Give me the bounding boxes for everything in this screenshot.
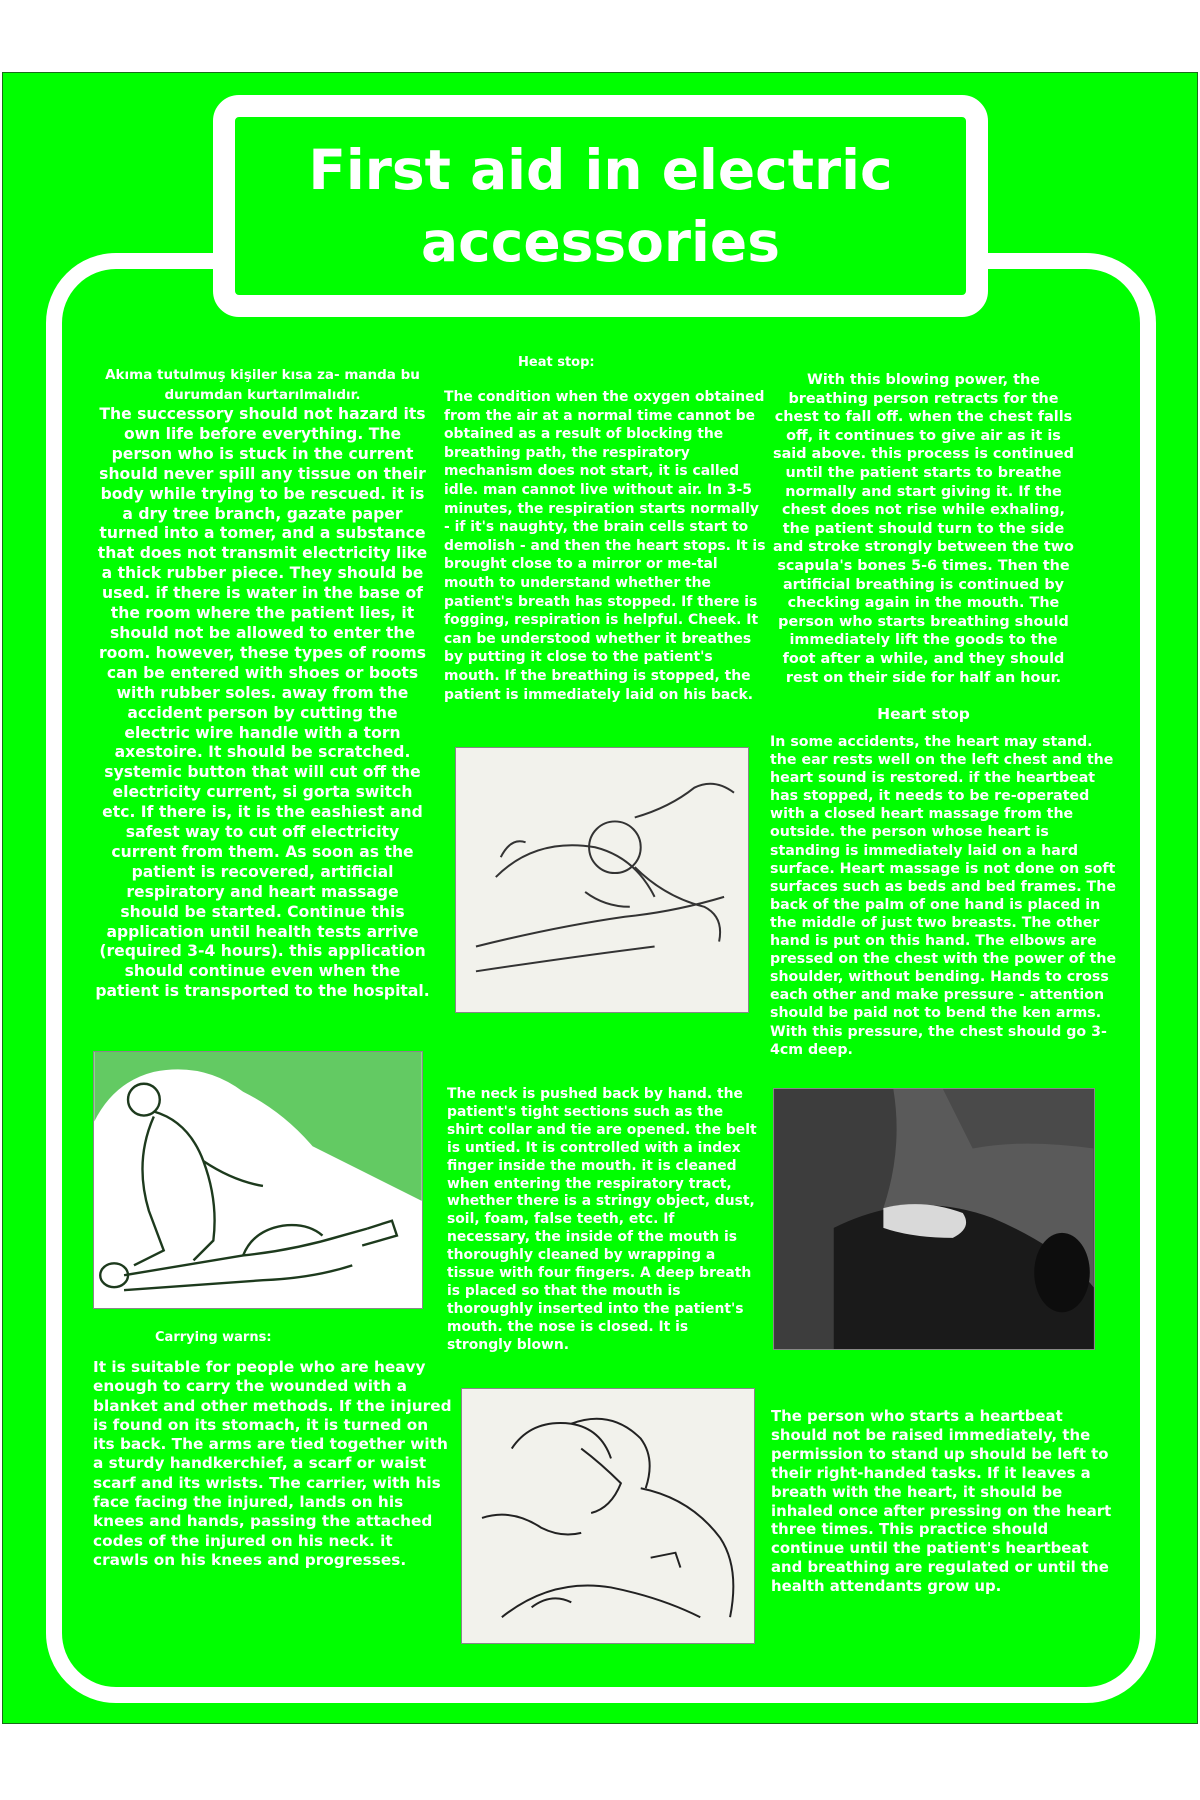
illustration-breath-check (455, 747, 749, 1013)
col2-heading: Heat stop: (518, 355, 595, 370)
col1-text (95, 365, 430, 1002)
page-title (308, 134, 892, 278)
mouth-to-mouth-drawing (462, 1389, 754, 1643)
col3-body-2: In some accidents, the heart may stand. the ear rests well on the left chest and the heart sound is restored. if the heartbeat has stopped, it needs to be re-operated with a closed heart massage from the outside. the person whose heart is standing is immediately laid on a hard surface. Heart massage is not done on soft surfaces such as beds and bed frames. The back of the palm of one hand is placed in the middle of just two breasts. The other hand is put on this hand. The elbows are pressed on the chest with the power of the shoulder, without bending. Hands to cross each other and make pressure - attention should be paid not to bend the ken arms. With this pressure, the chest should go 3-4cm deep. (770, 734, 1117, 1058)
title-line-1: First aid in electric (308, 138, 893, 202)
col3-heart-heading: Heart stop (877, 705, 970, 723)
col3-body-1: With this blowing power, the breathing person retracts for the chest to fall off. when the chest falls off, it continues to give air as it is said above. this process is continued until the patient starts to breathe normally and start giving it. If the chest does not rise while exhaling, the patient should turn to the side and stroke strongly between the two scapula's bones 5-6 times. Then the artificial breathing is continued by checking again in the mouth. The person who starts breathing should immediately lift the goods to the foot after a while, and they should rest on their side for half an hour. (773, 372, 1074, 686)
col3-body-3: The person who starts a heartbeat should not be raised immediately, the permission to stand up should be left to their right-handed tasks. If it leaves a breath with the heart, it should be inhaled once after pressing on the heart three times. This practice should continue until the patient's heartbeat and breathing are regulated or until the health attendants grow up. (771, 1407, 1112, 1596)
poster (2, 72, 1198, 1724)
title-box (213, 95, 988, 317)
breath-check-drawing (456, 748, 748, 1012)
col1-carry-body: It is suitable for people who are heavy enough to carry the wounded with a blanket and other methods. If the injured is found on its stomach, it is turned on its back. The arms are tied together with a sturdy handkerchief, a scarf or waist scarf and its wrists. The carrier, with his face facing the injured, lands on his knees and hands, passing the attached codes of the injured on his neck. it crawls on his knees and progresses. (93, 1358, 452, 1569)
illustration-mouth-to-mouth (461, 1388, 755, 1644)
col1-turkish-heading: Akıma tutulmuş kişiler kısa za- manda bu durumdan kurtarılmalıdır. (105, 367, 420, 403)
col1-carry-heading: Carrying warns: (155, 1330, 272, 1345)
rescue-drag-drawing (94, 1052, 422, 1308)
col2-body-2: The neck is pushed back by hand. the patient's tight sections such as the shirt collar and tie are opened. the belt is untied. It is controlled with a index finger inside the mouth. it is cleaned when entering the respiratory tract, whether there is a stringy object, dust, soil, foam, false teeth, etc. If necessary, the inside of the mouth is thoroughly cleaned by wrapping a tissue with four fingers. A deep breath is placed so that the mouth is thoroughly inserted into the patient's mouth. the nose is closed. It is strongly blown. (447, 1086, 757, 1353)
illustration-heart-massage (773, 1088, 1095, 1350)
col2-body-1: The condition when the oxygen obtained from the air at a normal time cannot be obtained as a result of blocking the breathing path, the respiratory mechanism does not start, it is called idle. man cannot live without air. In 3-5 minutes, the respiration starts normally - if it's naughty, the brain cells start to demolish - and then the heart stops. It is brought close to a mirror or me-tal mouth to understand whether the patient's breath has stopped. If there is fogging, respiration is helpful. Cheek. It can be understood whether it breathes by putting it close to the patient's mouth. If the breathing is stopped, the patient is immediately laid on his back. (444, 389, 766, 703)
title-line-2: accessories (421, 210, 780, 274)
heart-massage-drawing (774, 1089, 1094, 1349)
col1-body: The successory should not hazard its own life before everything. The person who is stuck in the current should never spill any tissue on their body while trying to be rescued. it is a dry tree branch, gazate paper turned into a tomer, and a substance that does not transmit electricity like a thick rubber piece. They should be used. if there is water in the base of the room where the patient lies, it should not be allowed to enter the room. however, these types of rooms can be entered with shoes or boots with rubber soles. away from the accident person by cutting the electric wire handle with a torn axestoire. It should be scratched. systemic button that will cut off the electricity current, si gorta switch etc. If there is, it is the eashiest and safest way to cut off electricity current from them. As soon as the patient is recovered, artificial respiratory and heart massage should be started. Continue this application until health tests arrive (required 3-4 hours). this application should continue even when the patient is transported to the hospital. (95, 405, 430, 1001)
illustration-rescue-drag (93, 1051, 423, 1309)
